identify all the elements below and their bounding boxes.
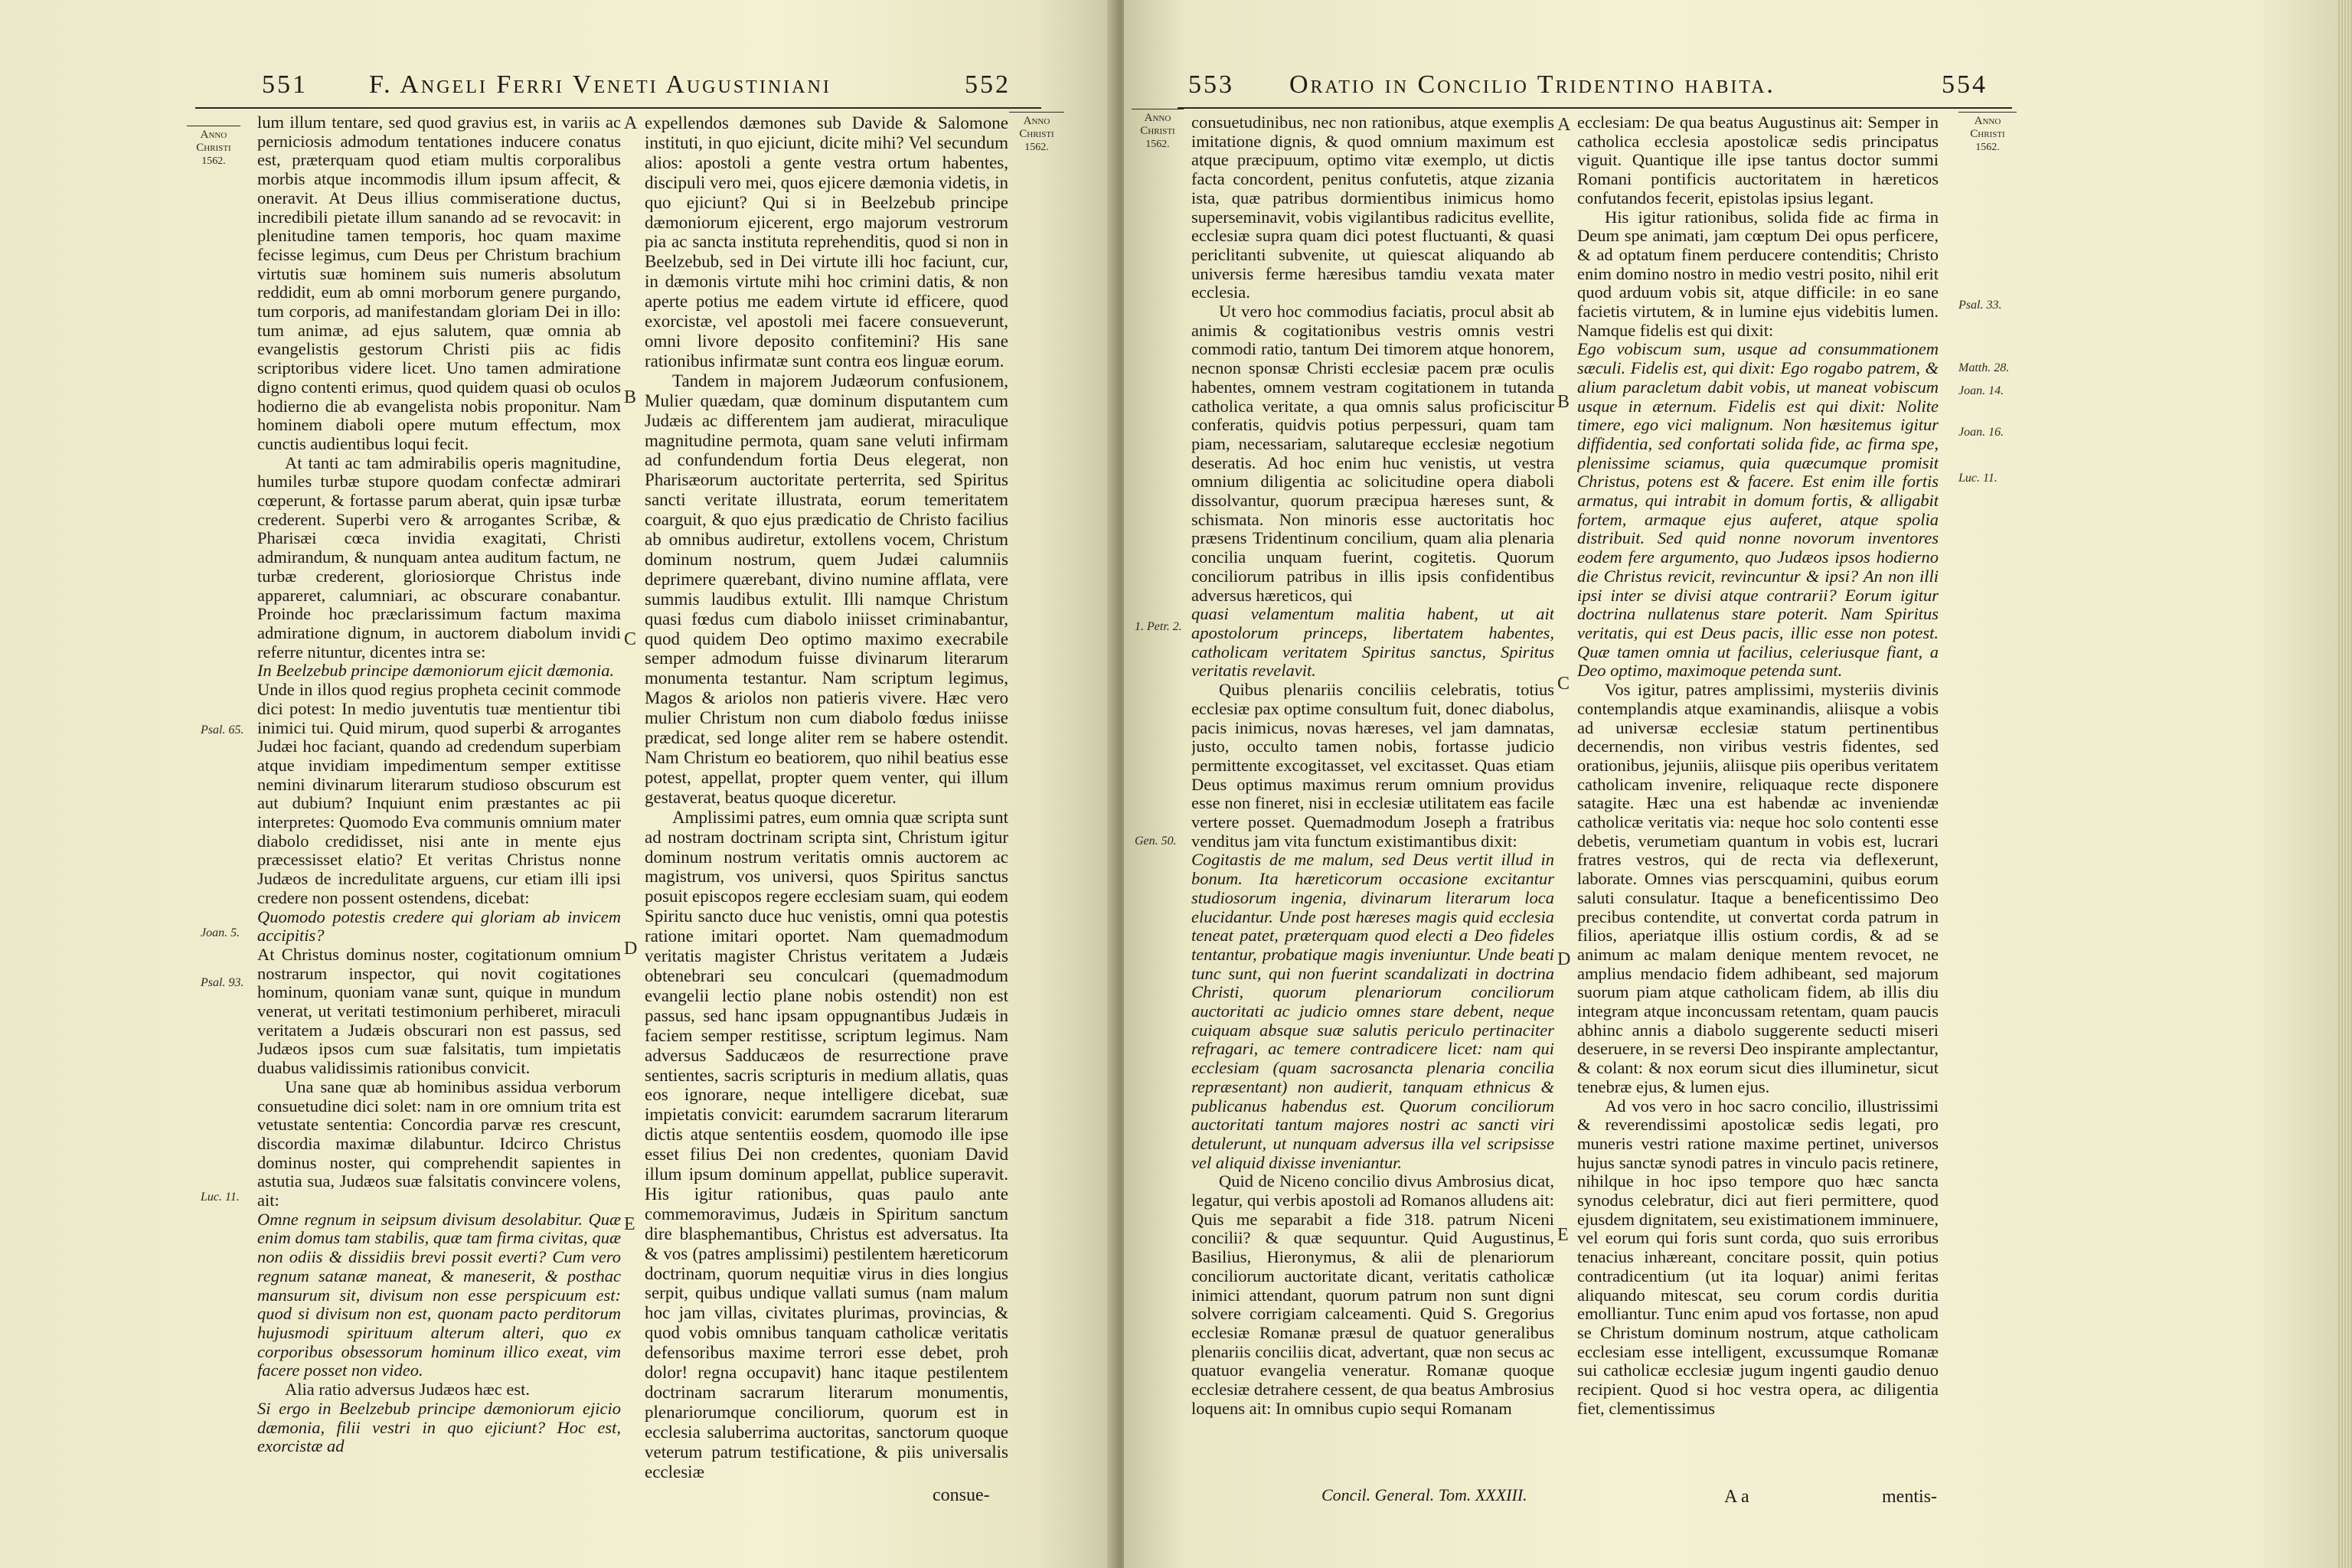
section-letter: D: [624, 939, 638, 959]
sidenote-rule: [1009, 112, 1064, 113]
right-column-2: [1577, 113, 1939, 1468]
right-custos: mentis-: [1882, 1487, 1937, 1507]
margin-ref: Joan. 16.: [1958, 426, 2004, 439]
paragraph: His igitur rationibus, solida fide ac firma in Deum spe animati, jam cœptum Dei opus perficere, & ad optatum finem perducere contenditis; Christo enim domino nostro in medio vestri posito, nihil erit quod arduum vobis sit, atque difficile: in eo sane facietis virtutem, & in lumine ejus videbitis lumen. Namque fidelis est qui dixit:: [1577, 207, 1939, 340]
sidenote-year: 1562.: [201, 155, 226, 167]
footer-title: Concil. General. Tom. XXXIII.: [1321, 1485, 1527, 1504]
left-year-sidenote: [187, 129, 240, 168]
margin-ref: Psal. 33.: [1958, 299, 2002, 312]
page-number-552: 552: [965, 70, 1011, 99]
italic-quote: In Beelzebub principe dæmoniorum ejicit dæmonia.: [257, 661, 615, 681]
paragraph: Quibus plenariis conciliis celebratis, totius ecclesiæ pax optime consultum fuit, donec diabolus, pacis inimicus, novas hæreses, vel jam damnatas, justo, occulto tamen nobis, fortasse judicio permittente excogitasset, vel excitasset. Quas etiam Deus optimus maximus rerum omnium providus esse non fineret, nisi in ecclesiæ utilitatem eas facile vertere posset. Quemadmodum Joseph a fratribus venditus jam vita functum existimantibus dixit:: [1191, 680, 1554, 851]
section-letter: A: [1557, 115, 1571, 135]
paragraph: Ut vero hoc commodius faciatis, procul absit ab animis & cogitationibus vestris omnis vestri commodi ratio, tantum Dei timorem atque honorem, necnon sponsæ Christi ecclesiæ pacem præ oculis habentes, omnem vestram cogitationem in tutanda catholica veritate, a qua omnis salus proficiscitur conferatis, quidvis potius perpessuri, quam tam piam, necessariam, salutareque ecclesiæ negotium deseratis. Ad hoc enim huc venistis, ut vestra omnium diligentia ac solicitudine opera diaboli dissolvantur, quorum præcipua hæreses sunt, & schismata. Non minoris esse auctoritatis hoc præsens Tridentinum concilium, quam alia plenaria concilia unquam fuerint, cogitetis. Quorum conciliorum patribus in illis ipsis confidentibus adversus hæreticos, qui: [1191, 302, 1554, 605]
section-letter: D: [1557, 949, 1571, 969]
paragraph: expellendos dæmones sub Davide & Salomone instituti, in quo ejiciunt, dicite mihi? Vel secundum alios: apostoli a gente vestra ortum habentes, discipuli vero mei, quos ejicere dæmonia videtis, in quo ejiciunt? Qui si in Beelzebub principe dæmoniorum ejicerent, ergo majorum vestrorum pia ac sancta instituta reprehenditis, quod si non in Beelzebub, sed in Dei virtute illi hoc faciunt, cur, in dæmonis virtute mihi hoc crimini datis, & non aperte potius me eadem virtute id efficere, quod exorcistæ, vel apostoli mei facere consueverunt, omni livore deposito confitemini? His sane rationibus infirmatæ sunt contra eos linguæ eorum.: [645, 113, 1008, 371]
sidenote-year: 1562.: [1024, 142, 1049, 153]
section-letter: B: [1557, 392, 1570, 412]
page-number-553: 553: [1188, 70, 1234, 99]
paragraph: lum illum tentare, sed quod gravius est, in variis ac perniciosis admodum tentationes inducere conatus est, præterquam quod etiam multis corporalibus morbis atque incommodis illum ipsum affecit, & oneravit. At Deus illius commiseratione ductus, incredibili pietate illum sanando ad se revocavit: in plenitudine tamen temporis, hoc quam maxime fecisse legimus, cum Deus per Christum brachium virtutis suæ hominem suis numeris absolutum reddidit, eum ab omni morborum genere purgando, tum corporis, ad manifestandam gloriam Dei in illo: tum animæ, ad ejus salutem, quæ omnia ab evangelistis gestorum Christi piis ac fidis scriptoribus videre licet. Uno tamen admiratione digno contenti erimus, quod quidem quasi ob oculos hodierno die ab evangelista nobis proponitur. Nam hominem diaboli opere mutum effectum, mox cunctis audientibus loqui fecit.: [257, 113, 621, 453]
sidenote-rule: [1958, 112, 2017, 113]
left-page: [0, 0, 1116, 1568]
page-edge: [2337, 0, 2352, 1568]
right-inner-year-sidenote: [1132, 112, 1184, 151]
italic-quote: Cogitastis de me malum, sed Deus vertit illud in bonum. Ita hæreticorum occasione excitantur studiosorum ingenia, divinarum literarum loca elucidantur. Unde post hæreses magis quid ecclesia teneat patet, præterquam quod electi a Deo fideles tentantur, probatique magis inveniuntur. Unde beati tunc sunt, qui non fuerint scandalizati in doctrina Christi, quorum plenariorum conciliorum auctoritati ac judicio omnes stare debent, neque cuiquam absque suæ salutis periculo pertinaciter refragari, ac temere contradicere licet: nam qui ecclesiam (quam sacrosancta plenaria concilia repræsentant) non audierit, tanquam ethnicus & publicanus habendus est. Quorum conciliorum auctoritati tantum majores nostri ac sancti viri detulerunt, ut nunquam adversus illa vel scripsisse vel aliquid dixisse inveniantur.: [1191, 850, 1554, 1172]
margin-ref: Joan. 14.: [1958, 384, 2004, 397]
right-head-rule: [1178, 107, 2012, 109]
page-number-554: 554: [1942, 70, 1988, 99]
italic-quote: Ego vobiscum sum, usque ad consummationem sæculi. Fidelis est, qui dixit: Ego rogabo patrem, & alium paracletum dabit vobis, ut maneat vobiscum usque in æternum. Fidelis est qui dixit: Nolite timere, ego vici malignum. Non hæsitemus igitur diffidentia, sed confortati solida fide, ac firma spe, plenissime sciamus, quia quæcumque promisit Christus, potens est & facere. Est enim ille fortis armatus, qui intrabit in domum fortis, & alligabit fortem, armaque ejus auferet, atque spolia distribuit. Sed quid nonne novorum inventores eodem fere argumento, quo Judæos ipsos hodierno die Christus revicit, revincuntur & ipsi? An non illi ipsi inter se divisi atque contrarii? Eorum igitur doctrina nullatenus stare poterit. Nam Spiritus veritatis, qui est Deus pacis, illic esse non potest. Quæ tamen omnia ut facilius, celeriusque fiant, a Deo optimo, maximoque petenda sunt.: [1577, 339, 1939, 681]
italic-quote: quasi velamentum malitia habent, ut ait apostolorum princeps, libertatem habentes, catholicam veritatem Spiritus sanctus, Spiritus veritatis revelavit.: [1191, 604, 1554, 681]
margin-ref: 1. Petr. 2.: [1135, 620, 1182, 633]
sidenote-label: Anno Christi: [1140, 112, 1175, 137]
margin-ref: Matth. 28.: [1958, 361, 2010, 374]
page-number-551: 551: [262, 70, 308, 99]
sidenote-year: 1562.: [1975, 142, 2000, 153]
paragraph: Vos igitur, patres amplissimi, mysteriis divinis contemplandis atque examinandis, aliisque a vobis ad universæ ecclesiæ statum pertinentibus decernendis, non viribus vestris fidentes, sed orationibus, jejuniis, aliisque piis operibus veritatem catholicam invenire, reliquaque recte disponere satagite. Hæc una est habendæ ac inveniendæ catholicæ veritatis via: neque hoc solo contenti esse debetis, verumetiam quantum in vobis est, lucrari fratres vestros, qui de recta via deflexerunt, laborate. Omnes vias perscquamini, quibus eorum saluti consulatur. Itaque a beneficentissimo Deo precibus contendite, ut convertat corda patrum in filios, aperiatque illis ostium cordis, & ad se animum ac malam denique mentem revocet, ne amplius mendacio fidem adhibeant, sed majorum suorum piam atque catholicam fidem, ab illis diu integram atque inconcussam retentam, quam paucis abhinc annis a diabolo suggerente seducti miseri deseruere, in se reversi Deo inspirante amplectantur, & colant: & nox eorum sicut dies illuminetur, sicut tenebræ ejus, & lumen ejus.: [1577, 680, 1939, 1096]
right-column-1: [1191, 113, 1554, 1468]
margin-ref: Psal. 65.: [201, 724, 244, 737]
paragraph: ecclesiam: De qua beatus Augustinus ait: Semper in catholica ecclesia apostolicæ sedis principatus viguit. Quantique ille ipse tantus doctor summi Romani pontificis auctoritatem in hæreticos confutandos fecerit, epistolas ipsius legant.: [1577, 113, 1939, 207]
right-page: [1124, 0, 2352, 1568]
sidenote-label: Anno Christi: [196, 129, 231, 154]
italic-quote: Si ergo in Beelzebub principe dæmoniorum ejicio dæmonia, filii vestri in quo ejiciunt? Hoc est, exorcistæ ad: [257, 1398, 621, 1456]
margin-ref: Luc. 11.: [1958, 472, 1998, 485]
sidenote-year: 1562.: [1145, 139, 1170, 150]
section-letter: E: [624, 1214, 635, 1234]
paragraph: At Christus dominus noster, cogitationum omnium nostrarum inspector, qui novit cogitationes hominum, quoniam vanæ sunt, quique in mundum venerat, ut veritati testimonium perhiberet, miraculi veritatem a Judæis obscurari non est passus, sed Judæos ipsos cum suæ falsitatis, tum impietatis duabus validissimis rationibus convicit.: [257, 944, 621, 1078]
left-column-1: [257, 113, 621, 1484]
paragraph: Unde in illos quod regius propheta cecinit commode dici potest: In medio juventutis tuæ mentientur tibi inimici tui. Quid mirum, quod superbi & arrogantes Judæi hoc faciant, quando ad credendum superbiam atque invidiam impedimentum semper extitisse nemini divinarum literarum studioso obscurum est aut dubium? Inquiunt enim præstantes ac pii interpretes: Quomodo Eva communis omnium mater diabolo credidisset, nisi ante in mente ejus præcessisset elatio? Et veritas Christus nonne Judæos de incredulitate arguens, cur etiam illi ipsi credere non possent ostendens, dicebat:: [257, 680, 621, 907]
left-custos: consue-: [933, 1485, 990, 1505]
paragraph: Alia ratio adversus Judæos hæc est.: [285, 1380, 530, 1400]
section-letter: E: [1557, 1225, 1569, 1245]
paragraph: At tanti ac tam admirabilis operis magnitudine, humiles turbæ stupore quodam confectæ admirari cœperunt, & fortasse parum aberat, quin ipsæ turbæ crederent. Superbi vero & arrogantes Scribæ, & Pharisæi cœca invidia exagitati, Christi admirandum, & nunquam antea auditum factum, ne turbæ crederent, gloriosiorque Christus inde appareret, calumniari, ac obscurare conabantur. Proinde hoc præclarissimum factum maxima admiratione dignum, in auctorem diabolum invidi referre nituntur, dicentes intra se:: [257, 452, 621, 662]
left-inner-year-sidenote: [1009, 115, 1064, 154]
left-running-title: F. Angeli Ferri Veneti Augustiniani: [369, 70, 831, 99]
section-letter: A: [624, 113, 638, 133]
right-year-sidenote: [1958, 115, 2017, 154]
paragraph: Quid de Niceno concilio divus Ambrosius dicat, legatur, qui verbis apostoli ad Romanos alludens ait: Quis me separabit a fide 318. patrum Niceni concilii? & quæ sequuntur. Quid Augustinus, Basilius, Hieronymus, & alii de plenariorum conciliorum auctoritate dicant, veritatis catholicæ inimici attendant, quorum patrum non sunt digni solvere corrigiam calceamenti. Quid S. Gregorius ecclesiæ Romanæ præsul de quatuor generalibus plenariis conciliis dicat, advertant, quæ non secus ac quatuor evangelia veneratur. Romanæ quoque ecclesiæ detrahere cessent, de qua beatus Ambrosius loquens ait: In omnibus cupio sequi Romanam: [1191, 1171, 1554, 1418]
paragraph: Tandem in majorem Judæorum confusionem, Mulier quædam, quæ dominum disputantem cum Judæis ac differentem jam audierat, miraculique magnitudine permota, quam sane veluti infirmam ad confundendum fortia Deus elegerat, non Pharisæorum auctoritate perterrita, sed Spiritus sancti veritate illustrata, eorum temeritatem coarguit, & quo ejus prædicatio de Christo facilius ab omnibus audiretur, extollens vocem, Christum dominum nostrum, quem Judæi calumniis deprimere quærebant, divino numine afflata, vere summis laudibus extulit. Illi namque Christum quasi fœdus cum diabolo iniisset criminabantur, quod quidem Deo optimo maximo execrabile semper admodum fuisse divinarum literarum monumenta testantur. Nam scriptum legimus, Magos & ariolos non patieris vivere. Hæc vero mulier Christum non cum diabolo fœdus iniisse prædicat, sed longe aliter rem se habere ostendit. Nam Christum eo beatiorem, quo nihil beatius esse potest, appellat, propter quem venter, qui illum gestaverat, beatus quoque diceretur.: [645, 371, 1008, 807]
right-running-head: [1124, 70, 2352, 104]
section-letter: B: [624, 387, 637, 407]
paragraph: Una sane quæ ab hominibus assidua verborum consuetudine dici solet: nam in ore omnium trita est vetustate sententia: Concordia parvæ res crescunt, discordia maximæ dilabuntur. Idcirco Christus dominus noster, qui comprehendit sapientes in astutia sua, Judæos suæ falsitatis convincere volens, ait:: [257, 1076, 621, 1210]
paragraph: Ad vos vero in hoc sacro concilio, illustrissimi & reverendissimi apostolicæ sedis legati, pro muneris vestri ratione maxime pertinet, universos hujus sanctæ synodi patres in vinculo pacis retinere, nihilque in hoc ipso tempore quo hæc sancta synodus celebratur, dici aut fieri permittere, quod ejusdem dignitatem, seu existimationem imminuere, vel eorum qui foris sunt corda, quo suis erroribus tenacius inhæreant, concitare possit, quin potius contradicentium (ut ita loquar) animi feritas aliquando mitescat, seu corum cordis duritia emolliantur. Tunc enim apud vos fortasse, non apud se Christum dominum nostrum, atque catholicam ecclesiam esse intelligent, excussumque Romanæ sui catholicæ ecclesiæ jugum ingenti gaudio denuo recipient. Quod si hoc vestra opera, ac diligentia fiet, clementissimus: [1577, 1096, 1939, 1418]
italic-quote: Quomodo potestis credere qui gloriam ab invicem accipitis?: [257, 906, 621, 946]
margin-ref: Psal. 93.: [201, 976, 244, 989]
paragraph: consuetudinibus, nec non rationibus, atque exemplis imitatione dignis, & quod omnium maximum est atque præcipuum, optimo vitæ exemplo, ut dictis facta concordent, penitus confutetis, atque zizania ista, quæ patribus dormientibus inimicus homo superseminavit, vobis vigilantibus radicitus evellite, ecclesiæ supra quam dici potest fluctuanti, & quasi periclitanti subvenite, ut quiescat aliquando ab universis ferme hæresibus tamdiu vexata mater ecclesia.: [1191, 113, 1554, 302]
margin-ref: Gen. 50.: [1135, 835, 1177, 848]
margin-ref: Joan. 5.: [201, 926, 240, 939]
section-letter: C: [624, 629, 637, 649]
right-running-title: Oratio in Concilio Tridentino habita.: [1289, 70, 1775, 99]
paragraph: Amplissimi patres, eum omnia quæ scripta sunt ad nostram doctrinam scripta sint, Christum igitur dominum nostrum veritatis omnis auctorem ac magistrum, vos universi, quos Spiritus sanctus posuit episcopos regere ecclesiam suam, qui eodem Spiritu sancto duce huc venistis, omni qua potestis ratione imitari oportet. Nam quemadmodum veritatis magister Christus veritatem a Judæis obtenebrari seu conculcari (quemadmodum evangelii lectio plane nobis ostendit) non est passus, sed hanc ipsam oppugnantibus Judæis in faciem semper restitisse, scriptum legimus. Nam adversus Sadducæos de resurrectione prave sentientes, sacris scripturis in medium allatis, quas eos ignorare, neque intelligere dicebat, suæ impietatis convicit: earumdem sacrarum literarum dictis atque sententiis eosdem, quomodo ille ipse esset filius Dei non credentes, quoniam David illum ipsum dominum appellat, publice superavit. His igitur rationibus, quas paulo ante commemoravimus, Judæis in Spiritum sanctum dire blasphemantibus, Christus est adversatus. Ita & vos (patres amplissimi) pestilentem hæreticorum doctrinam, quorum nequitiæ virus in dies longius serpit, quibus undique vallati sumus (nam malum hoc jam villas, civitates plurimas, provincias, & quod vobis omnibus tanquam catholicæ veritatis defensoribus maxime terrori esse debet, proh dolor! regna occupavit) hanc itaque pestilentem doctrinam sacrarum literarum monumentis, plenariorumque conciliorum, quorum est in ecclesia saluberrima auctoritas, sanctorum quoque veterum patrum testificatione, & piis universalis ecclesiæ: [645, 807, 1008, 1481]
sidenote-label: Anno Christi: [1019, 115, 1054, 140]
left-column-2: [645, 113, 1008, 1484]
sidenote-label: Anno Christi: [1970, 115, 2005, 140]
italic-quote: Omne regnum in seipsum divisum desolabitur. Quæ enim domus tam stabilis, quæ tam firma civitas, quæ non odiis & dissidiis brevi possit everti? Cum vero regnum satanæ maneat, & maneserit, & posthac mansurum sit, divisum non esse perspicuum est: quod si divisum non est, quonam pacto perditorum hujusmodi spirituum alterum alteri, quo ex corporibus obsessorum hominum illico exeat, vim facere posset non video.: [257, 1209, 621, 1380]
margin-ref: Luc. 11.: [201, 1191, 240, 1204]
signature-mark: A a: [1724, 1487, 1749, 1507]
left-running-head: [0, 70, 1116, 104]
section-letter: C: [1557, 674, 1570, 694]
left-head-rule: [195, 107, 1041, 109]
